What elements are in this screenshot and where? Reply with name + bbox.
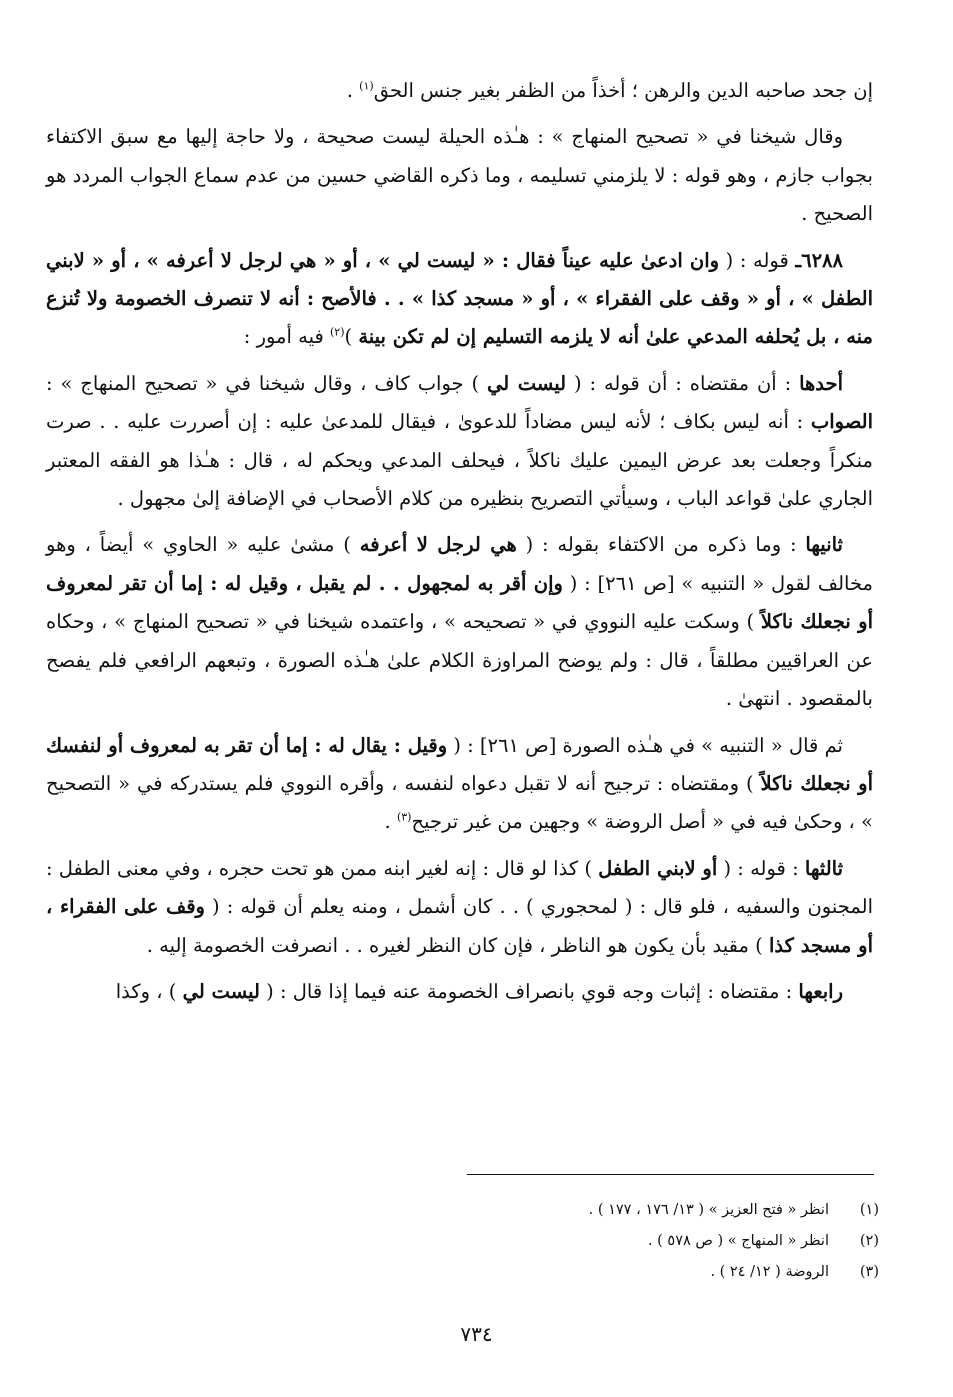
paragraph (46, 118, 873, 233)
paragraph (46, 973, 873, 1011)
paragraph (46, 727, 873, 842)
text-segment: فيه أمور : (243, 325, 330, 349)
footnote-text: الروضة ( ١٢/ ٢٤ ) . (710, 1264, 829, 1280)
text-segment: : أن مقتضاه : أن قوله : ( (566, 371, 800, 395)
text-segment: : قوله : ( (717, 856, 805, 880)
bold-text: ٦٢٨٨ـ (795, 248, 843, 272)
bold-text: وقيل : يقال له : إما أن تقر به لمعروف أو لنفسك أو نجعلك ناكلاً (46, 733, 873, 795)
text-segment: ) جواب كاف ، وقال شيخنا في « تصحيح المنهاج » : (46, 371, 488, 395)
bold-text: الصواب (810, 410, 873, 434)
bold-text: ليست لي (182, 979, 260, 1003)
footnote (279, 1257, 879, 1288)
paragraph (46, 242, 873, 357)
text-segment: : وما ذكره من الاكتفاء بقوله : ( (516, 533, 806, 557)
footnote-separator (467, 1174, 874, 1175)
text-segment: إن جحد صاحبه الدين والرهن ؛ أخذاً من الظفر بغير جنس الحق (373, 79, 873, 102)
text-segment: ) مشىٰ عليه « الحاوي » أيضاً ، وهو مخالف لقول « التنبيه » [ص ٢٦١] : ( (46, 533, 874, 595)
bold-text: رابعها (798, 979, 843, 1003)
bold-text: هي لرجل لا أعرفه (359, 533, 517, 557)
text-segment: ) (344, 325, 359, 349)
bold-text: وإن أقر به لمجهول . . لم يقبل ، وقيل له : إما أن تقر لمعروف أو نجعلك ناكلاً (46, 571, 874, 634)
bold-text: ليست لي (487, 371, 567, 395)
bold-text: أو لابني الطفل (598, 856, 718, 880)
footnote-number: (٢) (859, 1233, 879, 1249)
paragraph (46, 850, 873, 965)
footnote (279, 1226, 879, 1257)
footnote-text: انظر « المنهاج » ( ص ٥٧٨ ) . (647, 1233, 829, 1249)
main-text (46, 72, 873, 1019)
footnote-number: (١) (859, 1202, 879, 1218)
text-segment: : مقتضاه : إثبات وجه قوي بانصراف الخصومة عنه فيما إذا قال : ( (259, 979, 799, 1003)
paragraph (46, 72, 873, 110)
text-segment: . (384, 810, 397, 834)
footnote (279, 1195, 879, 1226)
paragraph (46, 365, 873, 519)
footnote-ref: (٣) (396, 810, 412, 824)
page-number: ٧٣٤ (460, 1322, 493, 1346)
text-segment: ) وسكت عليه النووي في « تصحيحه » ، واعتمده شيخنا في « تصحيح المنهاج » ، وحكاه عن العراقيين مطلقاً ، قال : ولم يوضح المراوزة الكلام علىٰ هـٰذه الصورة ، وتبعهم الرافعي فلم يفصح بالمقصود . انتهىٰ . (46, 610, 873, 711)
text-segment: ) ومقتضاه : ترجيح أنه لا تقبل دعواه لنفسه ، وأقره النووي فلم يستدركه في « التصحيح » ، وحكىٰ فيه في « أصل الروضة » وجهين من غير ترجيح (46, 771, 873, 834)
text-segment: ) مقيد بأن يكون هو الناظر ، فإن كان النظر لغيره . . انصرفت الخصومة إليه . (146, 933, 769, 957)
bold-text: ثانيها (805, 533, 843, 557)
footnote-ref: (٢) (329, 325, 345, 339)
footnotes (279, 1195, 879, 1288)
text-segment: ) كذا لو قال : إنه لغير ابنه ممن هو تحت حجره ، وفي معنى الطفل : المجنون والسفيه ، فلو قال : ( لمحجوري ) . . كان أشمل ، ومنه يعلم أن قوله : ( (46, 856, 873, 919)
text-segment: ) ، وكذا (115, 979, 183, 1003)
text-segment: . (346, 79, 360, 102)
text-segment: قوله : ( (719, 248, 796, 272)
footnote-ref: (١) (359, 79, 374, 93)
text-segment: ثم قال « التنبيه » في هـٰذه الصورة [ص ٢٦١] : ( (447, 733, 843, 757)
paragraph (46, 526, 873, 718)
footnote-number: (٣) (859, 1264, 879, 1280)
bold-text: أحدها (799, 371, 843, 395)
bold-text: وقف على الفقراء ، أو مسجد كذا (46, 895, 873, 957)
footnote-text: انظر « فتح العزيز » ( ١٣/ ١٧٦ ، ١٧٧ ) . (588, 1202, 829, 1218)
text-segment: : أنه ليس بكاف ؛ لأنه ليس مضاداً للدعوىٰ ، فيقال للمدعىٰ عليه : إن أصررت عليه . . صرت منكراً وجعلت بعد عرض اليمين عليك ناكلاً ، فيحلف المدعي ويحكم له ، قال : هـٰذا هو الفقه المعتبر الجاري علىٰ قواعد الباب ، وسيأتي التصريح بنظيره من كلام الأصحاب في الإضافة إلىٰ مجهول . (46, 410, 873, 511)
bold-text: وان ادعىٰ عليه عيناً فقال : « ليست لي » ، أو « هي لرجل لا أعرفه » ، أو « لابني الطفل » ، أو « وقف على الفقراء » ، أو « مسجد كذا » . . فالأصح : أنه لا تنصرف الخصومة ولا تُنزع منه ، بل يُحلفه المدعي علىٰ أنه لا يلزمه التسليم إن لم تكن بينة (46, 248, 873, 349)
text-segment: وقال شيخنا في « تصحيح المنهاج » : هـٰذه الحيلة ليست صحيحة ، ولا حاجة إليها مع سبق الاكتفاء بجواب جازم ، وهو قوله : لا يلزمني تسليمه ، وما ذكره القاضي حسين من عدم سماع الجواب المردد هو الصحيح . (46, 125, 873, 226)
bold-text: ثالثها (804, 856, 843, 880)
